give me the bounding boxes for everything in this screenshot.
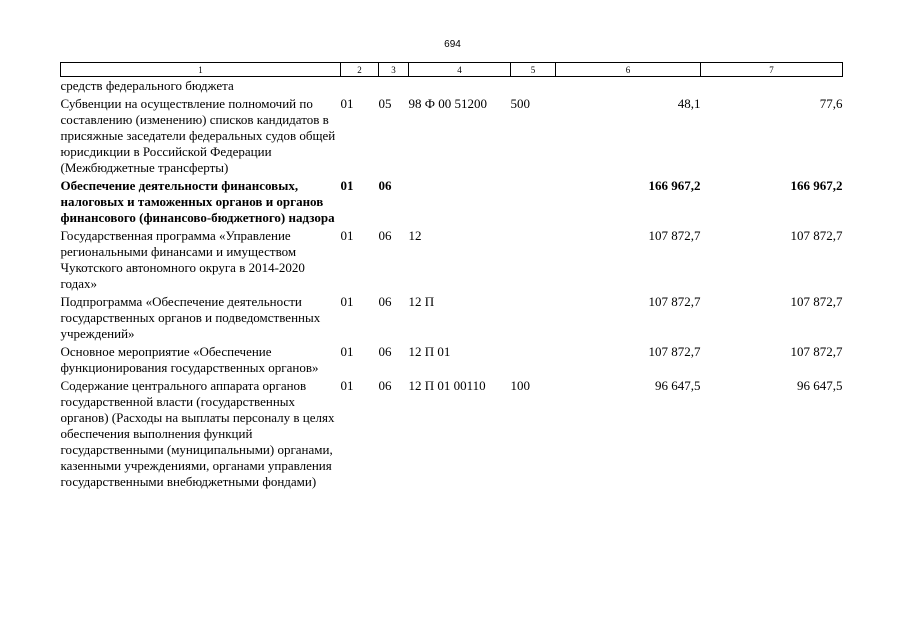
row-name: средств федерального бюджета: [60, 78, 234, 93]
row-target-article: 12: [408, 228, 422, 243]
row-amount-2: [701, 77, 843, 95]
column-header-4: 4: [409, 63, 511, 77]
row-name: Содержание центрального аппарата органов государственной власти (государственных органов) (Расходы на выплаты персоналу в целях обеспечения выполнения функций государственными (муниципальными) органами, казенными учреждениями, органами управления государственными внебюджетными фондами): [60, 378, 335, 489]
row-target-article: [409, 77, 511, 95]
row-section: 01: [340, 378, 354, 393]
row-amount-1: 107 872,7: [648, 228, 701, 243]
column-header-1: 1: [61, 63, 341, 77]
table-row: [61, 376, 843, 490]
row-expense-type: 500: [510, 96, 530, 111]
row-subsection: 06: [378, 228, 392, 243]
row-amount-1: 96 647,5: [655, 378, 701, 393]
row-expense-type: [511, 226, 556, 292]
row-subsection: 06: [378, 294, 392, 309]
column-header-5: 5: [511, 63, 556, 77]
table-row: [61, 176, 843, 226]
row-target-article: 12 П 01 00110: [408, 378, 486, 393]
row-section: 01: [340, 228, 354, 243]
row-amount-2: 107 872,7: [790, 294, 843, 309]
row-name: Подпрограмма «Обеспечение деятельности государственных органов и подведомственных учреждений»: [60, 294, 321, 341]
page-number: 694: [444, 39, 461, 50]
column-header-2: 2: [341, 63, 379, 77]
table-row: [61, 77, 843, 95]
row-amount-2: 96 647,5: [797, 378, 843, 393]
row-subsection: 06: [378, 344, 392, 359]
row-expense-type: [511, 292, 556, 342]
row-target-article: 98 Ф 00 51200: [408, 96, 488, 111]
row-amount-2: 166 967,2: [790, 178, 843, 193]
table-row: [61, 94, 843, 176]
row-expense-type: 100: [510, 378, 530, 393]
table-row: [61, 292, 843, 342]
row-subsection: 06: [378, 178, 392, 193]
row-subsection: 06: [378, 378, 392, 393]
row-section: 01: [340, 344, 354, 359]
row-amount-1: 48,1: [677, 96, 701, 111]
row-amount-1: 107 872,7: [648, 294, 701, 309]
column-header-7: 7: [701, 63, 843, 77]
row-section: 01: [340, 294, 354, 309]
row-amount-2: 77,6: [819, 96, 843, 111]
column-header-6: 6: [556, 63, 701, 77]
row-name: Основное мероприятие «Обеспечение функционирования государственных органов»: [60, 344, 319, 375]
row-amount-2: 107 872,7: [790, 228, 843, 243]
row-name: Субвенции на осуществление полномочий по составлению (изменению) списков кандидатов в присяжные заседатели федеральных судов общей юрисдикции в Российской Федерации (Межбюджетные трансферты): [60, 96, 336, 175]
table-row: [61, 226, 843, 292]
row-amount-1: 166 967,2: [648, 178, 701, 193]
row-section: 01: [340, 178, 354, 193]
row-name: Государственная программа «Управление региональными финансами и имуществом Чукотского автономного округа в 2014-2020 годах»: [60, 228, 305, 291]
row-subsection: [379, 77, 409, 95]
row-expense-type: [511, 77, 556, 95]
row-name: Обеспечение деятельности финансовых, налоговых и таможенных органов и органов финансового (финансово-бюджетного) надзора: [60, 178, 335, 225]
row-amount-2: 107 872,7: [790, 344, 843, 359]
table-row: [61, 342, 843, 376]
row-section: [341, 77, 379, 95]
budget-table: [60, 62, 843, 490]
row-expense-type: [511, 176, 556, 226]
row-target-article: 12 П 01: [408, 344, 451, 359]
column-number-header: [61, 63, 843, 77]
row-amount-1: 107 872,7: [648, 344, 701, 359]
row-section: 01: [340, 96, 354, 111]
row-expense-type: [511, 342, 556, 376]
column-header-3: 3: [379, 63, 409, 77]
row-target-article: 12 П: [408, 294, 435, 309]
row-subsection: 05: [378, 96, 392, 111]
row-target-article: [409, 176, 511, 226]
row-amount-1: [556, 77, 701, 95]
